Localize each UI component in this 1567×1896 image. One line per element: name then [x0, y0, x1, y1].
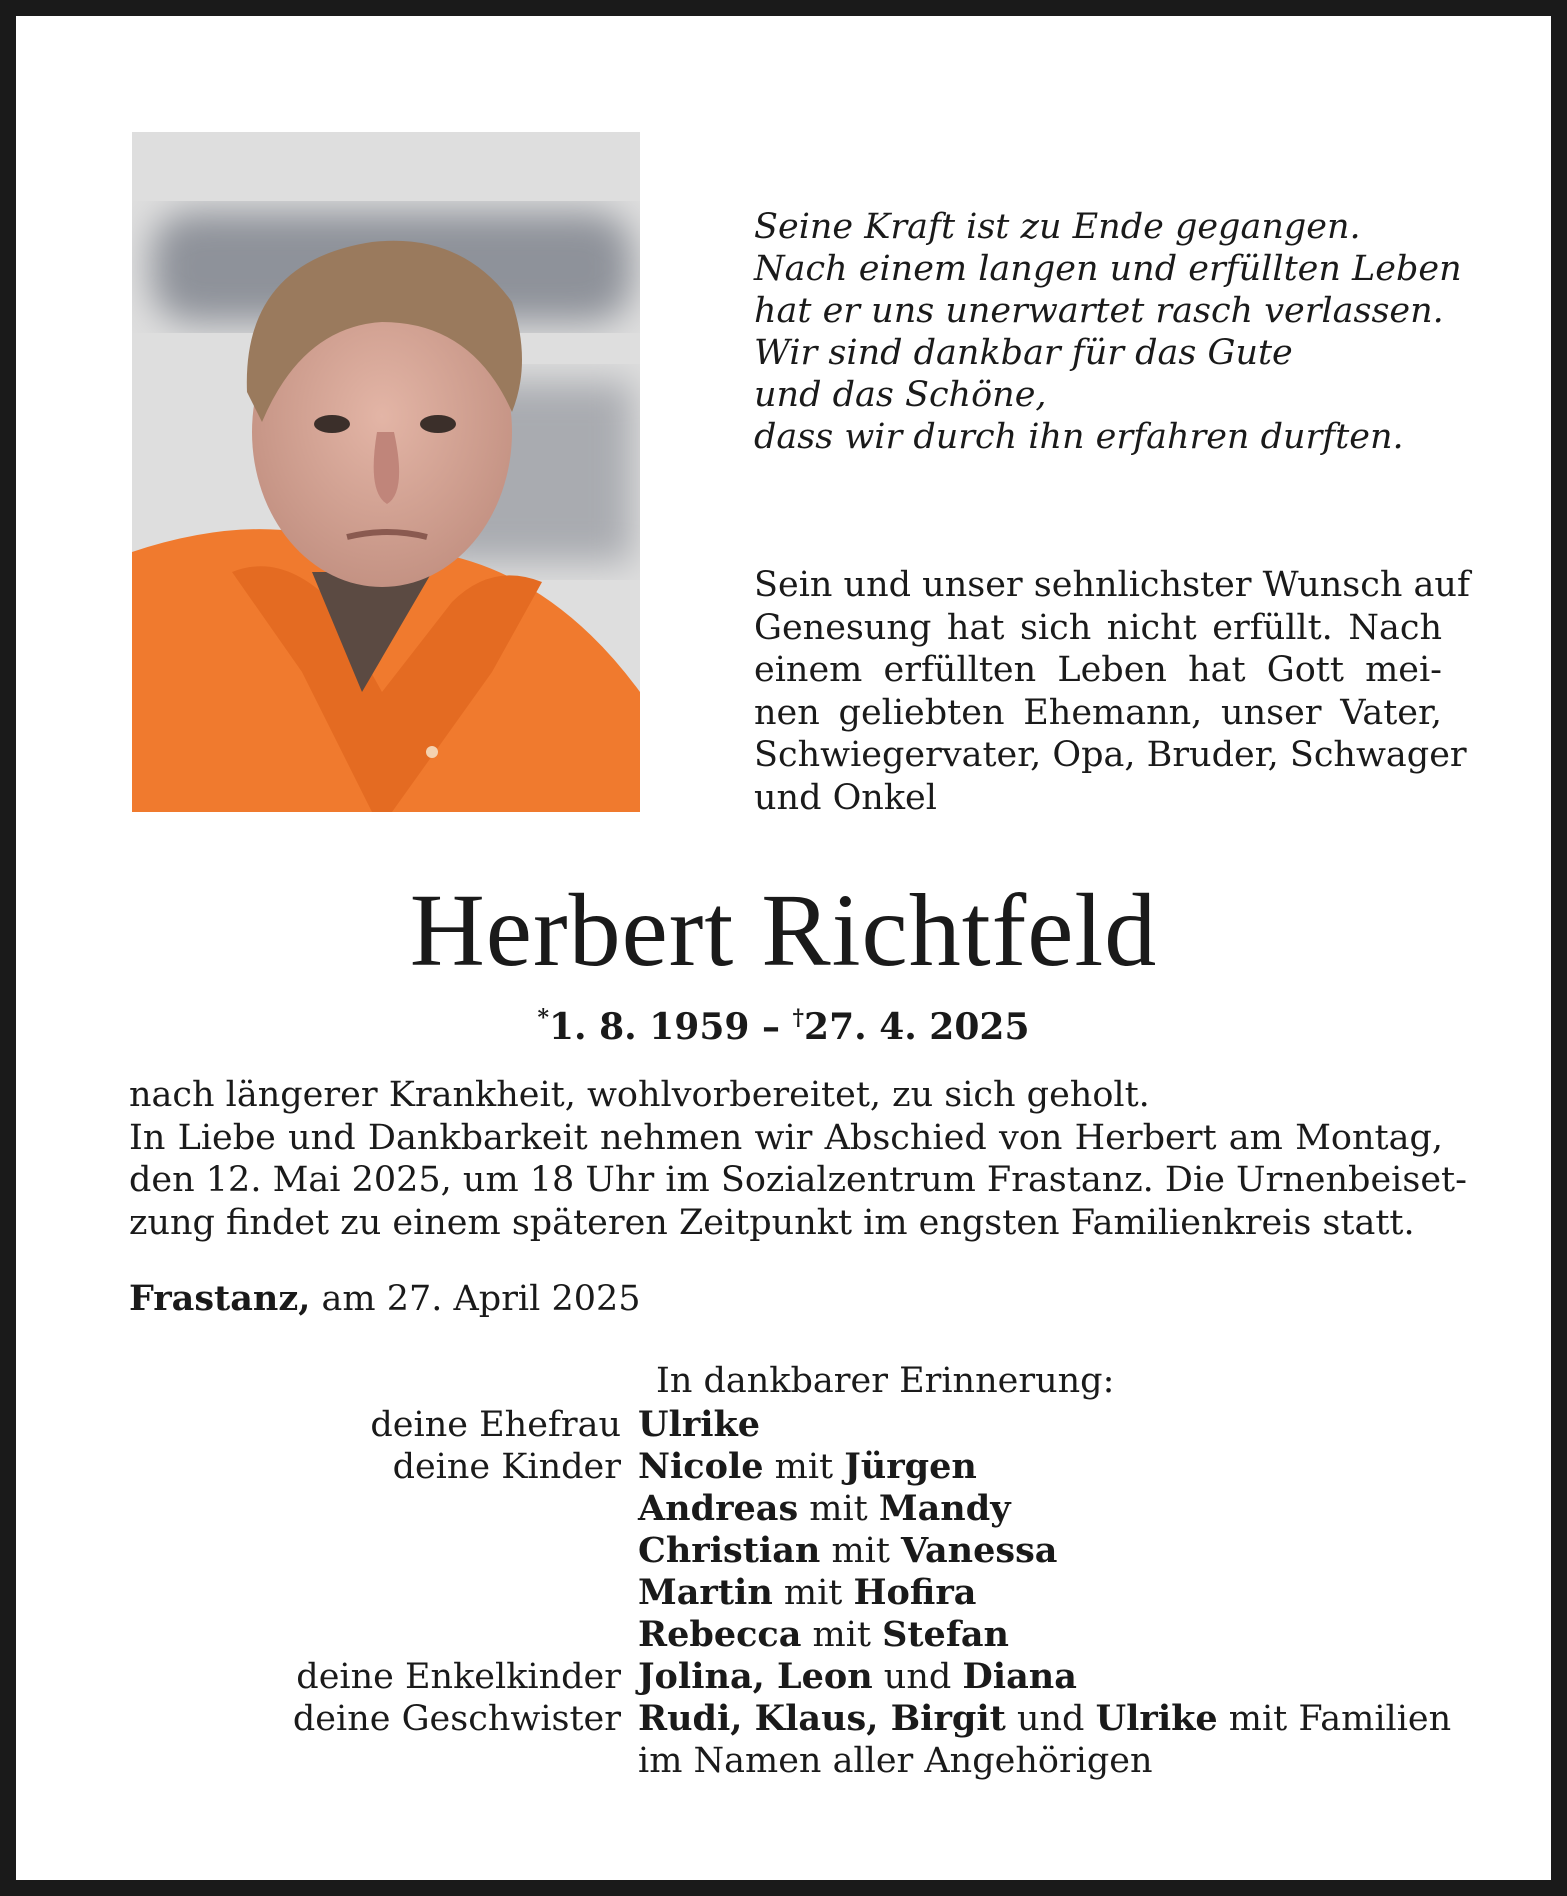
place-town: Frastanz, [129, 1278, 311, 1319]
intro-line: Genesung hat sich nicht erfüllt. Nach [754, 607, 1442, 648]
poem-line: Wir sind dankbar für das Gute [754, 333, 1293, 373]
deceased-name: Herbert Richtfeld [409, 873, 1158, 988]
family-names [638, 1446, 977, 1488]
date-dash: – [749, 1006, 793, 1048]
family-row-children [246, 1446, 1496, 1488]
with-word: mit [820, 1531, 902, 1571]
family-row-child [246, 1530, 1496, 1572]
portrait-photo [132, 132, 640, 812]
relation-label: deine Geschwister [292, 1699, 621, 1739]
siblings-names: Rudi, Klaus, Birgit [638, 1698, 1006, 1739]
family-names [638, 1530, 1057, 1572]
with-word: mit [798, 1489, 879, 1529]
family-row-wife [246, 1404, 1496, 1446]
death-date: 27. 4. 2025 [804, 1006, 1030, 1048]
body-line: zung findet zu einem späteren Zeitpunkt im engsten Familienkreis statt. [129, 1202, 1415, 1243]
wife-name: Ulrike [638, 1404, 761, 1445]
and-word: und [872, 1657, 963, 1697]
family-names [638, 1404, 760, 1446]
siblings-suffix: mit Familien [1217, 1699, 1452, 1739]
announcement-text [129, 1074, 1467, 1244]
and-word: und [1005, 1699, 1096, 1739]
relation-label-empty [246, 1530, 638, 1572]
relation-label-empty [246, 1614, 638, 1656]
intro-line: einem erfüllten Leben hat Gott mei- [754, 650, 1442, 690]
with-word: mit [763, 1447, 845, 1487]
family-names [638, 1656, 1077, 1698]
child-name: Andreas [638, 1488, 799, 1529]
birth-symbol: * [537, 1005, 549, 1031]
place-date-text: am 27. April 2025 [310, 1279, 641, 1319]
body-line: In Liebe und Dankbarkeit nehmen wir Abschied von Herbert am Montag, [129, 1117, 1443, 1158]
poem-line: hat er uns unerwartet rasch verlassen. [754, 291, 1444, 331]
intro-line: und Onkel [754, 777, 937, 818]
intro-text [754, 564, 1470, 819]
child-name: Rebecca [638, 1614, 802, 1655]
poem [754, 206, 1474, 458]
poem-line: dass wir durch ihn erfahren durften. [754, 417, 1404, 457]
relation-label-empty [246, 1740, 638, 1782]
body-line: den 12. Mai 2025, um 18 Uhr im Sozialzentrum Frastanz. Die Urnenbeiset- [129, 1160, 1467, 1200]
child-name: Nicole [638, 1446, 764, 1487]
partner-name: Mandy [878, 1488, 1011, 1529]
relation-label: deine Enkelkinder [296, 1657, 621, 1697]
obituary-page [16, 16, 1551, 1880]
with-word: mit [801, 1615, 883, 1655]
place-date [129, 1278, 641, 1320]
poem-line: und das Schöne, [754, 375, 1047, 415]
family-row-child [246, 1614, 1496, 1656]
sibling-name: Ulrike [1095, 1698, 1218, 1739]
family-row-child [246, 1572, 1496, 1614]
cross-symbol: † [792, 1005, 805, 1031]
life-dates [16, 996, 1551, 1049]
partner-name: Vanessa [901, 1530, 1058, 1571]
family-row-siblings [246, 1698, 1496, 1740]
intro-line: Sein und unser sehnlichster Wunsch auf [754, 565, 1470, 605]
relation-label-empty [246, 1572, 638, 1614]
birth-date: 1. 8. 1959 [549, 1006, 750, 1048]
relation-label-empty [246, 1488, 638, 1530]
family-names [638, 1698, 1451, 1740]
partner-name: Jürgen [844, 1446, 977, 1487]
closing-text: im Namen aller Angehörigen [638, 1741, 1153, 1781]
family-row-grandchildren [246, 1656, 1496, 1698]
family-row-child [246, 1488, 1496, 1530]
portrait-illustration [132, 132, 640, 812]
family-names [638, 1614, 1009, 1656]
relation-label: deine Ehefrau [370, 1405, 621, 1445]
child-name: Christian [638, 1530, 821, 1571]
poem-line: Nach einem langen und erfüllten Leben [754, 249, 1462, 289]
body-line: nach längerer Krankheit, wohlvorbereitet, zu sich geholt. [129, 1075, 1150, 1115]
with-word: mit [772, 1573, 854, 1613]
grandchild-name: Diana [962, 1656, 1077, 1697]
relation-label: deine Kinder [392, 1447, 621, 1487]
family-names [638, 1488, 1011, 1530]
child-name: Martin [638, 1572, 773, 1613]
family-names [638, 1572, 976, 1614]
partner-name: Hofira [853, 1572, 977, 1613]
family-list [246, 1404, 1496, 1782]
family-row-closing [246, 1740, 1496, 1782]
poem-line: Seine Kraft ist zu Ende gegangen. [754, 207, 1361, 247]
partner-name: Stefan [882, 1614, 1010, 1655]
intro-line: Schwiegervater, Opa, Bruder, Schwager [754, 735, 1467, 775]
grandchildren-names: Jolina, Leon [638, 1656, 873, 1697]
memory-heading: In dankbarer Erinnerung: [656, 1361, 1115, 1401]
intro-line: nen geliebten Ehemann, unser Vater, [754, 692, 1442, 733]
